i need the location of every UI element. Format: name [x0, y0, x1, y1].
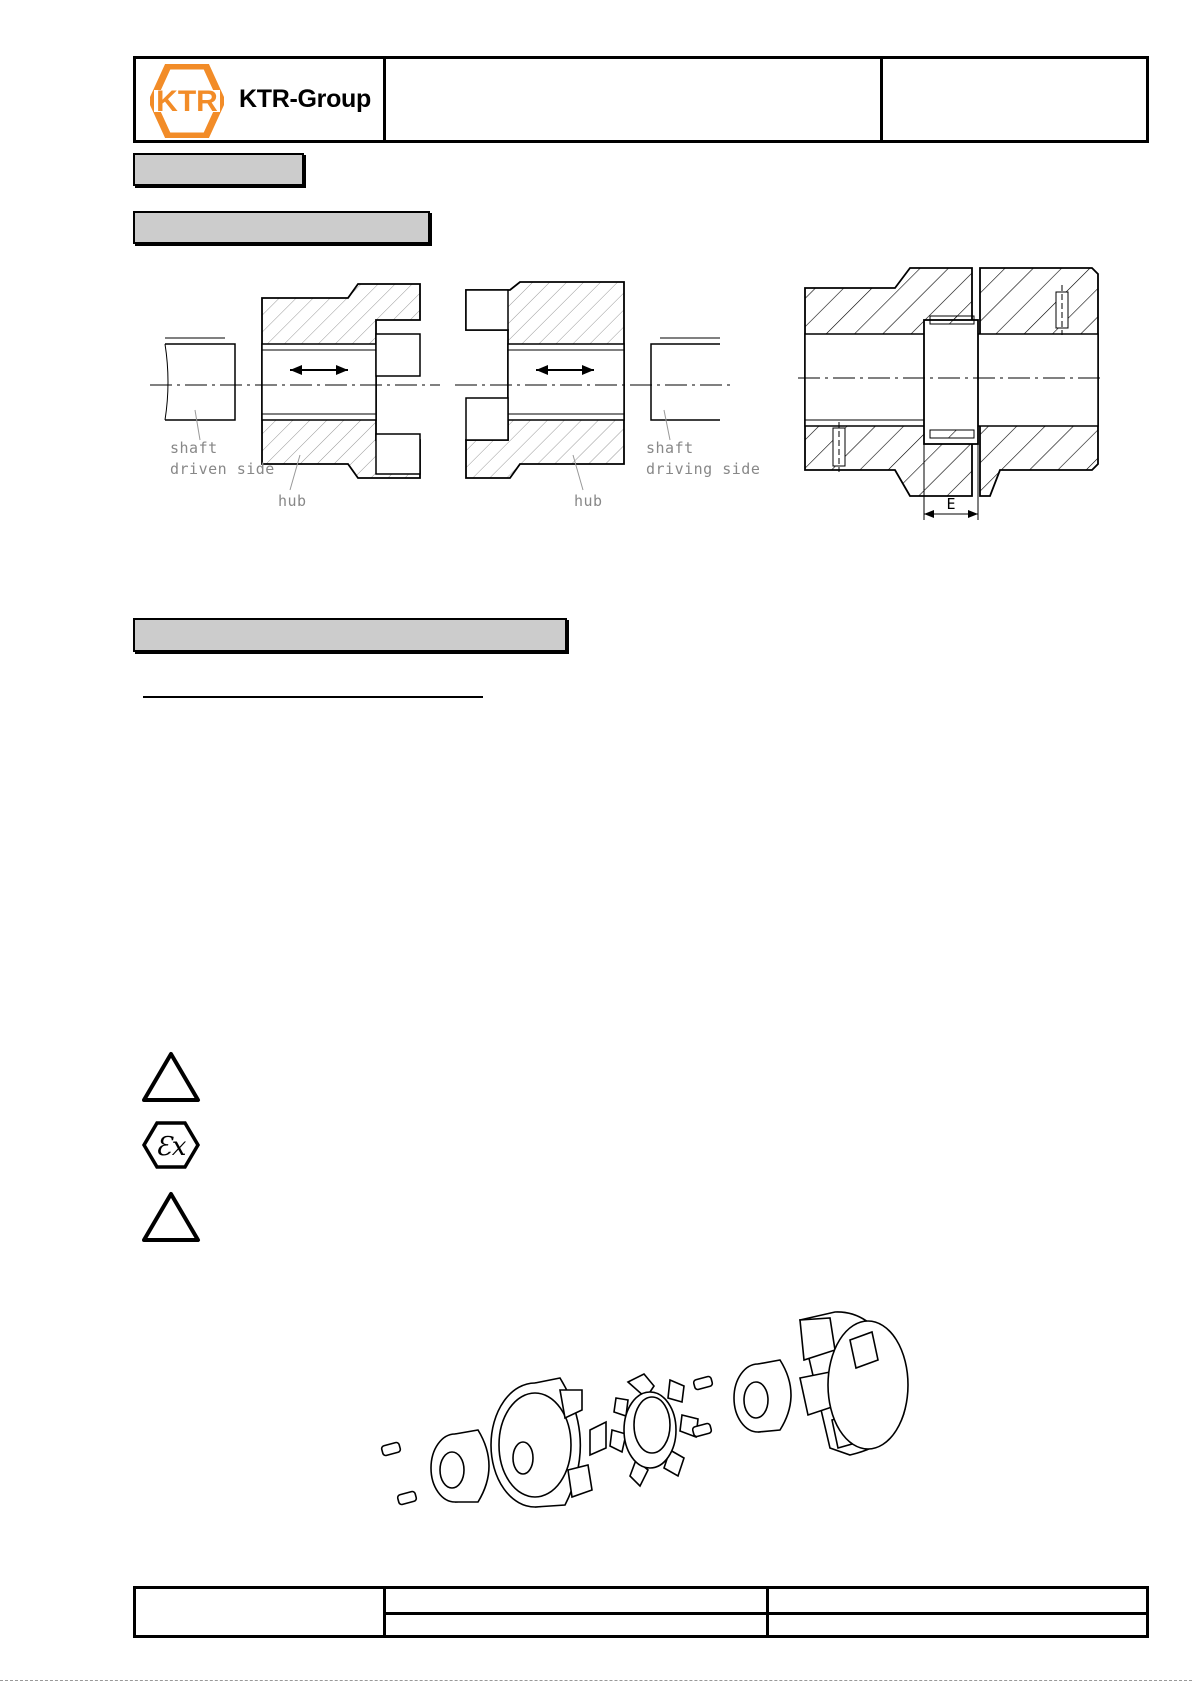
- brand-name: KTR-Group: [239, 85, 371, 113]
- hub-label: hub: [278, 492, 307, 510]
- hub-right: [466, 282, 624, 478]
- coupling-exploded-view: [370, 1300, 920, 1530]
- section-heading-bar: [133, 153, 304, 186]
- warning-triangle-icon: [140, 1050, 202, 1106]
- shaft-driving: [651, 344, 720, 420]
- spider-insert: [924, 320, 978, 444]
- header-divider: [880, 59, 883, 140]
- ex-protection-icon: [142, 1120, 200, 1170]
- warning-triangle-icon: [140, 1190, 202, 1246]
- shaft-driven-label: shaft: [170, 439, 218, 457]
- subheading-underline: [143, 696, 483, 698]
- shaft-driven: [165, 344, 235, 420]
- page-edge: [0, 1680, 1192, 1681]
- header-divider: [383, 59, 386, 140]
- header-table: [133, 56, 1149, 143]
- footer-divider: [383, 1612, 1146, 1615]
- shaft-driven-label: driven side: [170, 460, 275, 478]
- hub-label: hub: [574, 492, 603, 510]
- assembly-drawing-left: [145, 265, 745, 555]
- shaft-driving-label: driving side: [646, 460, 761, 478]
- dimension-e-label: E: [946, 495, 956, 513]
- section-heading-bar: [133, 618, 567, 652]
- assembly-drawing-right: [795, 258, 1110, 530]
- section-heading-bar: [133, 211, 430, 244]
- ktr-logo: [150, 64, 224, 138]
- hub-left: [262, 284, 420, 478]
- footer-table: [133, 1586, 1149, 1638]
- svg-text:Ɛx: Ɛx: [155, 1132, 187, 1162]
- shaft-driving-label: shaft: [646, 439, 694, 457]
- logo-text: KTR: [156, 85, 218, 118]
